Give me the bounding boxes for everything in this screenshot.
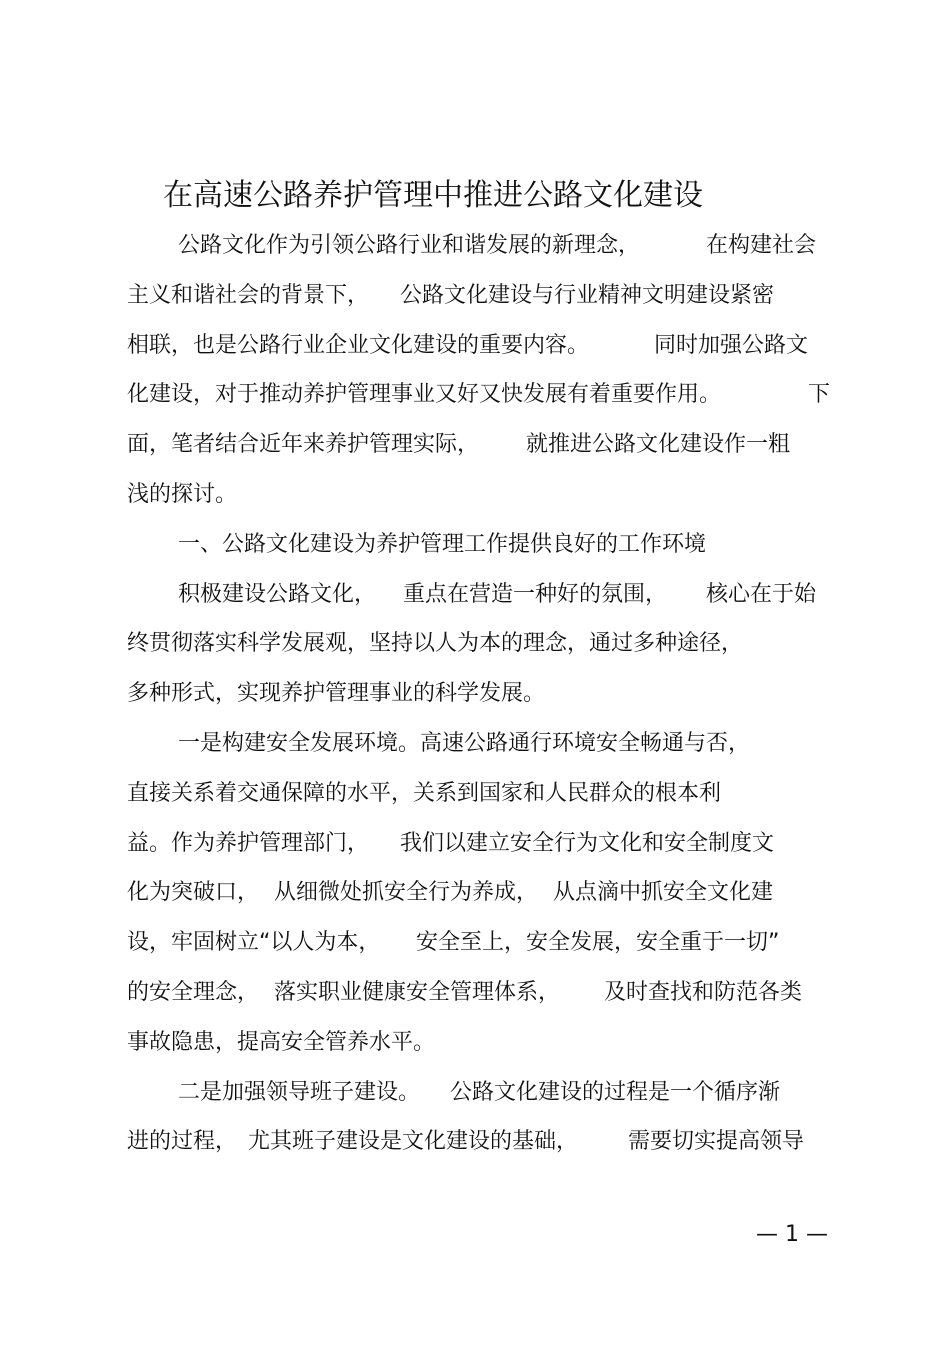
text-segment: 事故隐患，提高安全管养水平。: [127, 1030, 436, 1055]
text-segment: 我们以建立安全行为文化和安全制度文: [400, 831, 775, 856]
text-segment: 主义和谐社会的背景下，: [127, 283, 370, 308]
text-segment: 公路文化建设与行业精神文明建设紧密: [400, 283, 775, 308]
document-title: 在高速公路养护管理中推进公路文化建设: [163, 178, 703, 213]
text-segment: 相联，也是公路行业企业文化建设的重要内容。: [127, 333, 590, 358]
text-segment: 浅的探讨。: [127, 482, 238, 507]
text-segment: 多种形式，实现养护管理事业的科学发展。: [127, 681, 546, 706]
text-segment: 尤其班子建设是文化建设的基础，: [248, 1129, 579, 1154]
text-segment: 进的过程，: [127, 1129, 238, 1154]
text-segment: 设，牢固树立“以人为本，: [127, 930, 381, 955]
text-segment: 一、公路文化建设为养护管理工作提供良好的工作环境: [178, 532, 707, 557]
text-segment: 积极建设公路文化，: [178, 582, 377, 607]
text-segment: 下: [808, 382, 831, 407]
text-segment: 重点在营造一种好的氛围，: [403, 582, 668, 607]
text-segment: 需要切实提高领导: [628, 1129, 805, 1154]
text-segment: 化建设，对于推动养护管理事业又好又快发展有着重要作用。: [127, 382, 722, 407]
text-segment: 落实职业健康安全管理体系，: [274, 980, 561, 1005]
text-segment: 从细微处抓安全行为养成，: [274, 880, 539, 905]
text-segment: 益。作为养护管理部门，: [127, 831, 370, 856]
text-segment: 的安全理念，: [127, 980, 260, 1005]
text-segment: 从点滴中抓安全文化建: [553, 880, 774, 905]
text-segment: 及时查找和防范各类: [604, 980, 803, 1005]
text-segment: 二是加强领导班子建设。: [178, 1080, 421, 1105]
text-segment: 面，笔者结合近年来养护管理实际，: [127, 432, 480, 457]
text-segment: 终贯彻落实科学发展观，坚持以人为本的理念，通过多种途径，: [127, 631, 744, 656]
text-segment: 一是构建安全发展环境。高速公路通行环境安全畅通与否，: [178, 731, 751, 756]
text-segment: 同时加强公路文: [654, 333, 809, 358]
text-segment: 在构建社会: [706, 233, 817, 258]
text-segment: 核心在于始: [706, 582, 817, 607]
text-segment: 就推进公路文化建设作一粗: [526, 432, 791, 457]
text-segment: 化为突破口，: [127, 880, 260, 905]
text-segment: 公路文化建设的过程是一个循序渐: [450, 1080, 781, 1105]
page-number: — 1 —: [756, 1222, 828, 1247]
text-segment: 公路文化作为引领公路行业和谐发展的新理念，: [178, 233, 641, 258]
text-segment: 安全至上，安全发展，安全重于一切”: [416, 930, 780, 955]
text-segment: 直接关系着交通保障的水平，关系到国家和人民群众的根本利: [127, 781, 722, 806]
